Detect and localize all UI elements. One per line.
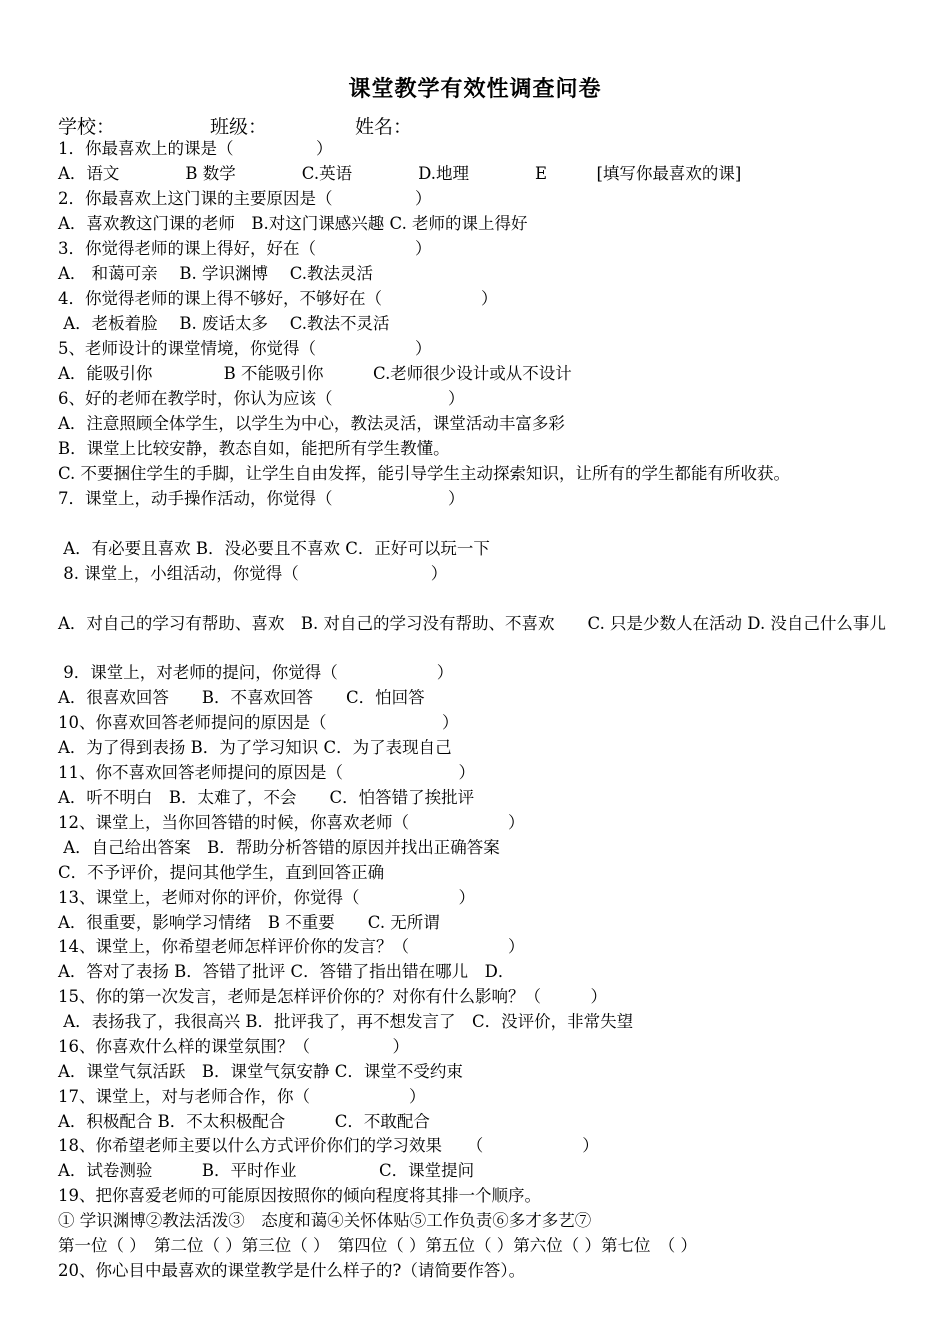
question-10: 10、你喜欢回答老师提问的原因是（ ） <box>58 713 459 732</box>
question-1-options: A．语文 B 数学 C.英语 D.地理 E [填写你最喜欢的课] <box>58 164 742 183</box>
question-9: 9．课堂上，对老师的提问，你觉得（ ） <box>58 663 454 682</box>
question-11-options: A．听不明白 B．太难了，不会 C．怕答错了挨批评 <box>58 788 475 807</box>
question-15: 15、你的第一次发言，老师是怎样评价你的？对你有什么影响？（ ） <box>58 987 607 1006</box>
question-17: 17、课堂上，对与老师合作，你（ ） <box>58 1087 426 1106</box>
question-2-options: A．喜欢教这门课的老师 B.对这门课感兴趣 C. 老师的课上得好 <box>58 214 528 233</box>
question-8-options: A．对自己的学习有帮助、喜欢 B. 对自己的学习没有帮助、不喜欢 C. 只是少数人在活动 D. 没自己什么事儿 <box>58 614 886 633</box>
question-12-options-ab: A．自己给出答案 B．帮助分析答错的原因并找出正确答案 <box>58 838 500 857</box>
question-18: 18、你希望老师主要以什么方式评价你们的学习效果 （ ） <box>58 1136 599 1155</box>
question-5: 5、老师设计的课堂情境，你觉得（ ） <box>58 339 432 358</box>
question-19-ranking: 第一位（ ） 第二位（ ）第三位（ ） 第四位（ ）第五位（ ）第六位（ ）第七位 （ ） <box>58 1236 697 1255</box>
question-13: 13、课堂上，老师对你的评价，你觉得（ ） <box>58 888 475 907</box>
question-14: 14、课堂上，你希望老师怎样评价你的发言？（ ） <box>58 937 525 956</box>
question-16-options: A．课堂气氛活跃 B．课堂气氛安静 C．课堂不受约束 <box>58 1062 463 1081</box>
question-11: 11、你不喜欢回答老师提问的原因是（ ） <box>58 763 475 782</box>
question-8: 8. 课堂上，小组活动，你觉得（ ） <box>58 564 448 583</box>
question-12-option-c: C．不予评价，提问其他学生，直到回答正确 <box>58 863 385 882</box>
question-6-option-b: B．课堂上比较安静，教态自如，能把所有学生教懂。 <box>58 439 450 458</box>
question-4: 4．你觉得老师的课上得不够好，不够好在（ ） <box>58 289 498 308</box>
question-7-options: A．有必要且喜欢 B．没必要且不喜欢 C．正好可以玩一下 <box>58 539 490 558</box>
question-15-options: A．表扬我了，我很高兴 B．批评我了，再不想发言了 C．没评价，非常失望 <box>58 1012 634 1031</box>
page-title: 课堂教学有效性调查问卷 <box>348 76 602 102</box>
question-5-options: A．能吸引你 B 不能吸引你 C.老师很少设计或从不设计 <box>58 364 572 383</box>
question-7: 7．课堂上，动手操作活动，你觉得（ ） <box>58 489 465 508</box>
question-20: 20、你心目中最喜欢的课堂教学是什么样子的?（请简要作答）。 <box>58 1261 526 1280</box>
question-14-options: A．答对了表扬 B．答错了批评 C．答错了指出错在哪儿 D． <box>58 962 515 981</box>
question-19: 19、把你喜爱老师的可能原因按照你的倾向程度将其排一个顺序。 <box>58 1186 541 1205</box>
question-3-options: A． 和蔼可亲 B. 学识渊博 C.教法灵活 <box>58 264 374 283</box>
question-3: 3．你觉得老师的课上得好，好在（ ） <box>58 239 432 258</box>
name-label: 姓名： <box>355 116 413 138</box>
school-label: 学校： <box>58 116 116 138</box>
question-10-options: A．为了得到表扬 B．为了学习知识 C．为了表现自己 <box>58 738 452 757</box>
question-6-option-c: C. 不要捆住学生的手脚，让学生自由发挥，能引导学生主动探索知识，让所有的学生都能有所收获。 <box>58 464 791 483</box>
question-16: 16、你喜欢什么样的课堂氛围？（ ） <box>58 1037 409 1056</box>
question-18-options: A．试卷测验 B．平时作业 C．课堂提问 <box>58 1161 475 1180</box>
question-1: 1．你最喜欢上的课是（ ） <box>58 139 333 158</box>
question-6-option-a: A．注意照顾全体学生，以学生为中心，教法灵活，课堂活动丰富多彩 <box>58 414 565 433</box>
question-12: 12、课堂上，当你回答错的时候，你喜欢老师（ ） <box>58 813 525 832</box>
question-9-options: A．很喜欢回答 B．不喜欢回答 C．怕回答 <box>58 688 425 707</box>
question-19-reasons: ① 学识渊博②教法活泼③ 态度和蔼④关怀体贴⑤工作负责⑥多才多艺⑦ <box>58 1211 592 1230</box>
class-label: 班级： <box>210 116 268 138</box>
question-2: 2．你最喜欢上这门课的主要原因是（ ） <box>58 189 432 208</box>
question-4-options: A．老板着脸 B. 废话太多 C.教法不灵活 <box>58 314 390 333</box>
question-6: 6、好的老师在教学时，你认为应该（ ） <box>58 389 465 408</box>
question-13-options: A．很重要，影响学习情绪 B 不重要 C. 无所谓 <box>58 913 440 932</box>
question-17-options: A．积极配合 B．不太积极配合 C．不敢配合 <box>58 1112 430 1131</box>
